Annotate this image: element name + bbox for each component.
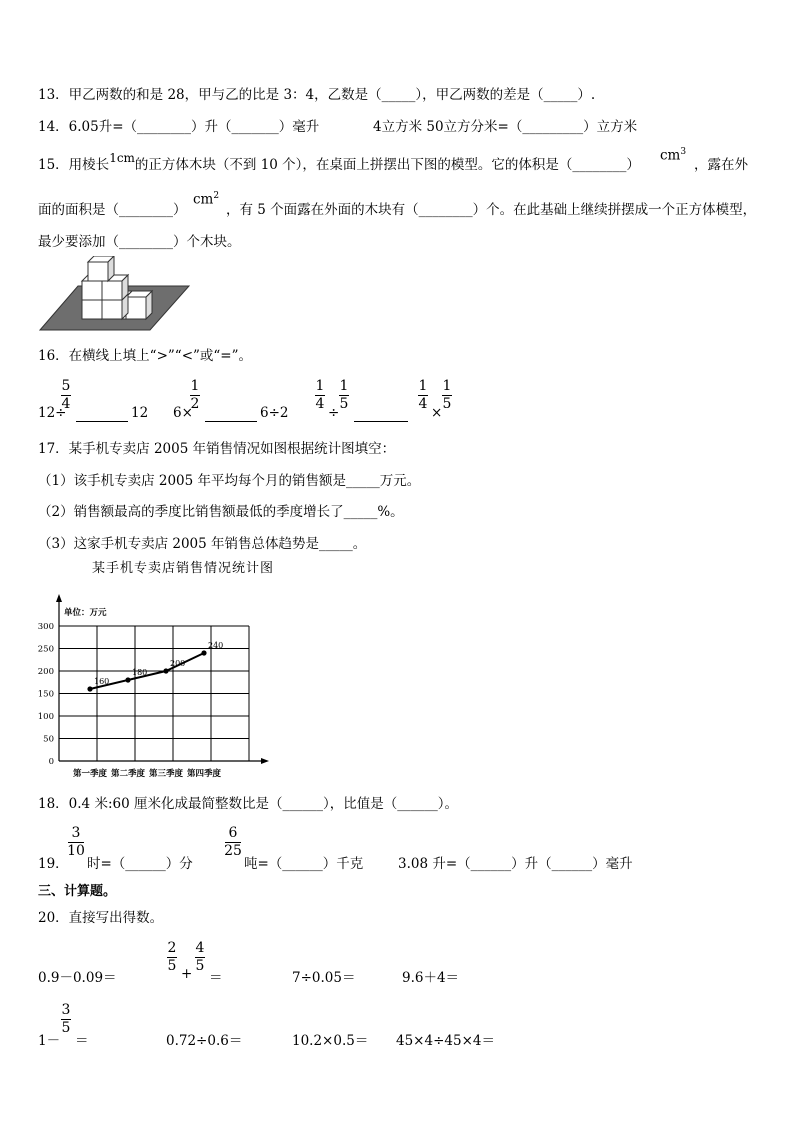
- q16-expr4-fraction-1: 1 4: [418, 378, 428, 412]
- calc-item-e-fraction: 3 5: [61, 1002, 71, 1036]
- q19-text-3: 3.08 升=（______）升（______）毫升: [398, 856, 633, 872]
- q15-text: 的正方体木块（不到 10 个），在桌面上拼摆出下图的模型。它的体积是（________）: [134, 157, 640, 173]
- q16-expr2-fraction: 1 2: [190, 378, 200, 412]
- chart-data-label: 240: [208, 641, 224, 650]
- sales-line-chart: [30, 588, 280, 786]
- calc-item-c: 7÷0.05＝: [292, 970, 356, 986]
- q16-expr4-operator: ×: [431, 405, 443, 421]
- calc-item-b-fraction-1: 2 5: [167, 940, 177, 974]
- question-17-title: 17．某手机专卖店 2005 年销售情况如图根据统计图填空：: [38, 441, 396, 457]
- unit-cm3: $cm^3$: [660, 147, 687, 164]
- chart-category-label: 第一季度: [72, 769, 108, 779]
- q16-expr3-blank[interactable]: [354, 405, 408, 422]
- chart-category-label: 第三季度: [148, 769, 184, 779]
- calc-item-e-pre: 1－: [38, 1033, 61, 1049]
- q16-expr2-post: 6÷2: [260, 405, 289, 421]
- chart-unit-label: 单位：万元: [64, 608, 107, 618]
- q16-expr1-fraction: 5 4: [61, 378, 71, 412]
- calc-item-a: 0.9－0.09＝: [38, 970, 117, 986]
- q16-expr2-blank[interactable]: [205, 405, 257, 422]
- question-16-title: 16．在横线上填上“>”“<”或“=”。: [38, 348, 253, 364]
- calc-item-b-fraction-2: 4 5: [195, 940, 205, 974]
- q16-expr3-operator: ÷: [328, 405, 340, 421]
- q16-expr4-fraction-2: 1 5: [442, 378, 452, 412]
- q15-text: 面的面积是（________）: [38, 202, 187, 218]
- question-15-line-3: 最少要添加（________）个木块。: [38, 234, 241, 250]
- chart-data-label: 180: [132, 668, 148, 677]
- chart-y-tick-label: 300: [37, 622, 54, 632]
- question-14-part-b: 4立方米 50立方分米=（_________）立方米: [373, 119, 638, 135]
- chart-category-label: 第二季度: [110, 769, 146, 779]
- unit-cm2: $cm^2$: [193, 191, 220, 208]
- question-15-line-2: [38, 198, 187, 218]
- q19-number: 19．: [38, 856, 69, 872]
- chart-y-tick-label: 250: [37, 644, 54, 655]
- chart-y-tick-label: 0: [48, 757, 54, 767]
- q19-text-2: 吨=（______）千克: [244, 856, 364, 872]
- question-13: 13．甲乙两数的和是 28，甲与乙的比是 3：4，乙数是（_____），甲乙两数的差是（_____）.: [38, 87, 596, 103]
- q16-expr3-fraction-1: 1 4: [315, 378, 325, 412]
- q16-expr3-fraction-2: 1 5: [339, 378, 349, 412]
- chart-y-tick-label: 200: [37, 667, 54, 677]
- question-15-line-1: [38, 153, 640, 173]
- chart-data-point: [87, 686, 92, 691]
- calc-item-f: 0.72÷0.6＝: [166, 1033, 243, 1049]
- q16-expr1-pre: 12÷: [38, 405, 67, 421]
- unit-cm: 1cm: [109, 151, 135, 165]
- q15-text: 15．用棱长: [38, 157, 110, 173]
- chart-y-tick-label: 150: [37, 689, 54, 700]
- calc-item-d: 9.6＋4＝: [402, 970, 460, 986]
- chart-data-label: 160: [94, 677, 110, 686]
- calc-item-b-operator: +: [181, 966, 193, 982]
- question-17-sub-3: （3）这家手机专卖店 2005 年销售总体趋势是_____。: [38, 536, 367, 552]
- question-18: 18．0.4 米:60 厘米化成最简整数比是（______），比值是（______）。: [38, 796, 458, 812]
- chart-y-tick-label: 100: [37, 712, 54, 722]
- calc-item-e-equals: ＝: [75, 1033, 89, 1049]
- chart-y-axis-arrow: [56, 594, 62, 602]
- cube-model-figure: [38, 256, 190, 332]
- chart-title: 某手机专卖店销售情况统计图: [92, 561, 275, 576]
- chart-x-axis-arrow: [261, 758, 269, 764]
- chart-data-label: 200: [170, 659, 186, 668]
- q19-fraction-2: 6 25: [224, 825, 242, 859]
- calc-item-g: 10.2×0.5＝: [292, 1033, 369, 1049]
- question-14-part-a: 14．6.05升=（________）升（_______）毫升: [38, 119, 320, 135]
- q19-text-1: 时=（______）分: [87, 856, 193, 872]
- chart-y-tick-label: 50: [43, 734, 54, 745]
- calc-item-h: 45×4÷45×4＝: [396, 1033, 495, 1049]
- chart-category-label: 第四季度: [186, 769, 222, 779]
- question-17-sub-2: （2）销售额最高的季度比销售额最低的季度增长了_____%。: [38, 504, 404, 520]
- q15-text: ，露在外: [694, 157, 748, 173]
- section-3-heading: 三、计算题。: [38, 884, 117, 899]
- q15-text: ，有 5 个面露在外面的木块有（________）个。在此基础上继续拼摆成一个正方体模型，: [226, 202, 757, 218]
- calc-item-b-equals: ＝: [209, 970, 223, 986]
- question-17-sub-1: （1）该手机专卖店 2005 年平均每个月的销售额是_____万元。: [38, 473, 421, 489]
- chart-data-point: [125, 677, 130, 682]
- chart-data-point: [163, 668, 168, 673]
- q16-expr1-post: 12: [131, 405, 149, 421]
- q16-expr2-pre: 6×: [173, 405, 193, 421]
- chart-data-point: [201, 650, 206, 655]
- q19-fraction-1: 3 10: [67, 825, 85, 859]
- q16-expr1-blank[interactable]: [76, 405, 128, 422]
- question-20-title: 20．直接写出得数。: [38, 910, 164, 926]
